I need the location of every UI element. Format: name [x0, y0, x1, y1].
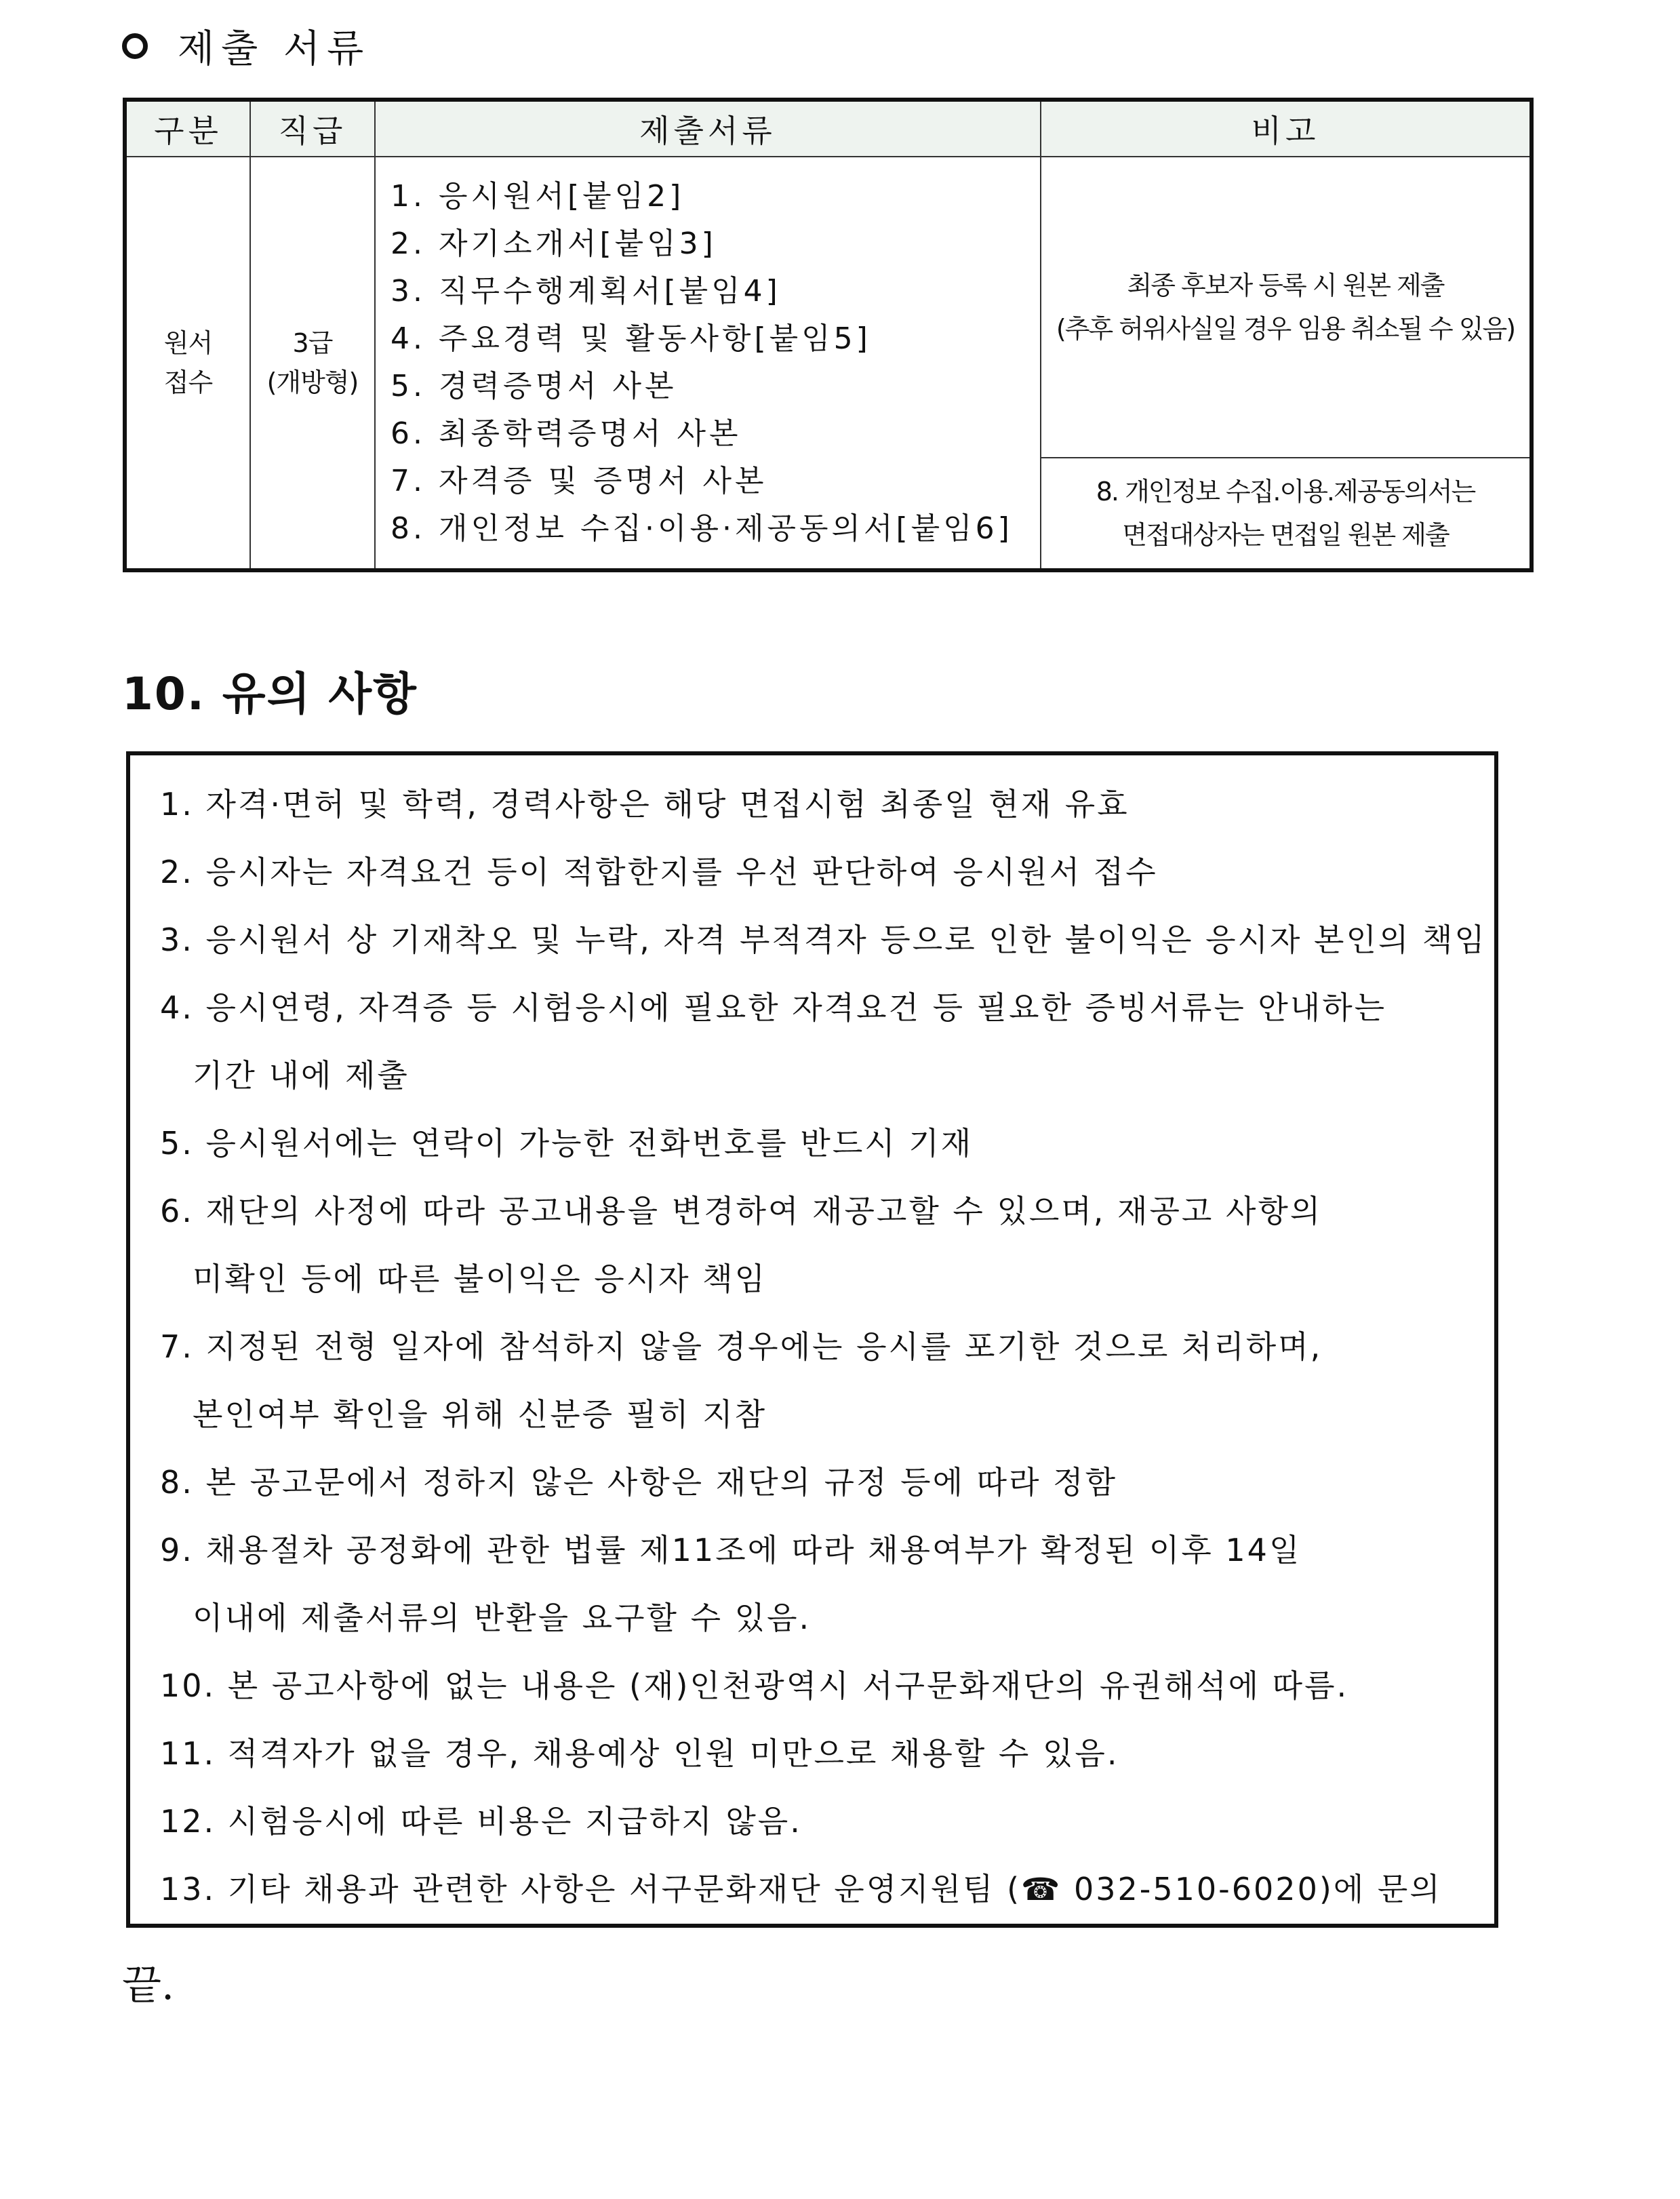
submission-table	[123, 98, 1534, 572]
notice-line: 5. 응시원서에는 연락이 가능한 전화번호를 반드시 기재	[160, 1125, 974, 1162]
notice-line: 6. 재단의 사정에 따라 공고내용을 변경하여 재공고할 수 있으며, 재공고 사항의	[160, 1193, 1323, 1229]
list-item	[160, 1177, 1494, 1313]
remarks-privacy-text: 8. 개인정보 수집.이용.제공동의서는 면접대상자는 면접일 원본 제출	[1096, 477, 1475, 550]
list-item	[160, 906, 1494, 974]
notice-line: 12. 시험응시에 따른 비용은 지급하지 않음.	[160, 1803, 802, 1840]
list-item	[160, 1516, 1494, 1652]
list-item: 8. 개인정보 수집·이용·제공동의서[붙임6]	[391, 511, 1013, 546]
end-mark: 끝.	[122, 1962, 175, 2009]
header-category: 구분	[125, 100, 250, 157]
rank-text: 3급 (개방형)	[266, 328, 359, 397]
header-documents: 제출서류	[375, 100, 1041, 157]
list-item	[160, 838, 1494, 906]
list-item: 7. 자격증 및 증명서 사본	[391, 464, 767, 498]
header-rank: 직급	[250, 100, 375, 157]
notes-box	[126, 751, 1498, 1928]
documents-cell	[375, 157, 1041, 570]
remarks-main-text: 최종 후보자 등록 시 원본 제출 (추후 허위사실일 경우 임용 취소될 수 있음)	[1056, 271, 1515, 344]
list-item	[160, 770, 1494, 838]
category-text: 원서 접수	[163, 328, 213, 397]
notice-line-continued: 본인여부 확인을 위해 신분증 필히 지참	[193, 1396, 767, 1433]
remarks-privacy-cell	[1041, 458, 1532, 570]
list-item: 4. 주요경력 및 활동사항[붙임5]	[391, 321, 871, 356]
list-item: 3. 직무수행계획서[붙임4]	[391, 274, 781, 309]
notice-line: 10. 본 공고사항에 없는 내용은 (재)인천광역시 서구문화재단의 유권해석에 따름.	[160, 1667, 1349, 1704]
list-item: 5. 경력증명서 사본	[391, 369, 677, 403]
list-item	[160, 1652, 1494, 1720]
list-item: 2. 자기소개서[붙임3]	[391, 226, 717, 261]
list-item	[160, 1855, 1494, 1923]
table-row	[125, 157, 1532, 458]
notice-line: 2. 응시자는 자격요건 등이 적합한지를 우선 판단하여 응시원서 접수	[160, 854, 1158, 890]
notice-line: 11. 적격자가 없을 경우, 채용예상 인원 미만으로 채용할 수 있음.	[160, 1735, 1119, 1772]
table-header-row	[125, 100, 1532, 157]
notice-line-continued: 미확인 등에 따른 불이익은 응시자 책임	[193, 1261, 767, 1297]
list-item	[160, 1720, 1494, 1787]
notice-line-continued: 이내에 제출서류의 반환을 요구할 수 있음.	[193, 1600, 812, 1636]
submission-heading	[122, 19, 370, 73]
remarks-main-cell	[1041, 157, 1532, 458]
list-item: 1. 응시원서[붙임2]	[391, 179, 685, 214]
documents-list	[376, 173, 1040, 553]
list-item	[160, 1787, 1494, 1855]
list-item: 6. 최종학력증명서 사본	[391, 416, 742, 451]
notice-line: 13. 기타 채용과 관련한 사항은 서구문화재단 운영지원팀 (☎ 032-510-6020)에 문의	[160, 1871, 1442, 1907]
notice-line: 7. 지정된 전형 일자에 참석하지 않을 경우에는 응시를 포기한 것으로 처리하며,	[160, 1328, 1323, 1365]
list-item	[160, 1109, 1494, 1177]
list-item	[160, 1313, 1494, 1448]
header-remarks: 비고	[1041, 100, 1532, 157]
notice-line: 8. 본 공고문에서 정하지 않은 사항은 재단의 규정 등에 따라 정함	[160, 1464, 1118, 1501]
notice-line-continued: 기간 내에 제출	[193, 1057, 409, 1094]
list-item	[160, 1448, 1494, 1516]
notice-line: 3. 응시원서 상 기재착오 및 누락, 자격 부적격자 등으로 인한 불이익은 응시자 본인의 책임	[160, 922, 1487, 958]
notes-title: 10. 유의 사항	[122, 668, 418, 720]
circle-bullet-icon	[122, 33, 148, 59]
notice-line: 1. 자격·면허 및 학력, 경력사항은 해당 면접시험 최종일 현재 유효	[160, 786, 1129, 823]
rank-cell	[250, 157, 375, 570]
submission-heading-text: 제출 서류	[178, 27, 371, 71]
notice-line: 9. 채용절차 공정화에 관한 법률 제11조에 따라 채용여부가 확정된 이후 14일	[160, 1532, 1302, 1568]
list-item	[160, 974, 1494, 1109]
category-cell	[125, 157, 250, 570]
notice-line: 4. 응시연령, 자격증 등 시험응시에 필요한 자격요건 등 필요한 증빙서류는 안내하는	[160, 989, 1387, 1026]
